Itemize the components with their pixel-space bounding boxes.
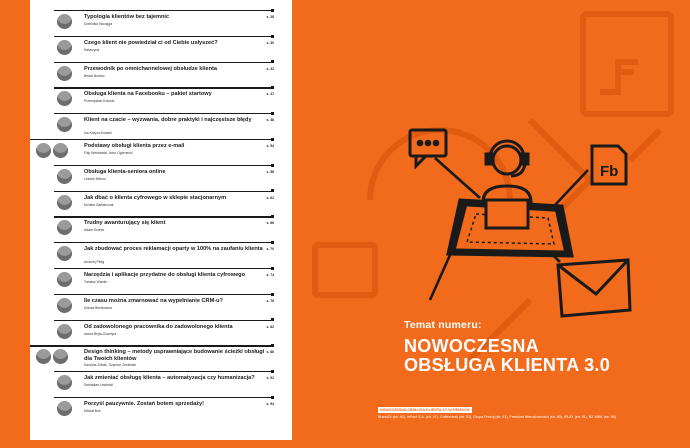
toc-entry-author: Beata Nowicz <box>84 73 105 78</box>
toc-entry[interactable] <box>30 294 292 320</box>
toc-divider <box>54 268 274 269</box>
author-photo <box>57 272 72 287</box>
toc-entry-title: Jak zmieniać obsługę klienta – automatyzacja czy humanizacja? <box>84 375 255 382</box>
author-photo <box>53 143 68 158</box>
theme-title-line-2: OBSŁUGA KLIENTA 3.0 <box>404 355 611 375</box>
toc-entry[interactable] <box>30 165 292 191</box>
table-of-contents <box>30 0 292 440</box>
toc-entry[interactable] <box>30 320 292 346</box>
toc-entry-title: Typologia klientów bez tajemnic <box>84 14 170 20</box>
theme-title <box>404 337 644 375</box>
author-photo <box>57 401 72 416</box>
toc-divider <box>54 36 274 37</box>
toc-divider <box>54 320 274 321</box>
toc-entry-page: s. 32 <box>266 66 274 71</box>
toc-entry[interactable] <box>30 87 292 113</box>
toc-entry[interactable] <box>30 113 292 139</box>
toc-divider <box>54 87 274 88</box>
author-photo <box>57 91 72 106</box>
toc-entry-author: Dominika Wocięga <box>84 22 113 26</box>
toc-entry-page: s. 78 <box>266 298 274 303</box>
author-photo <box>57 298 72 313</box>
in-issue-companies: Brand24 (str. 40), InPost S.A. (str. 47), Coffeedesk (str. 52), Grupa Pracuj (str. 61), Freedom Nieruchomości (str. 80), IPLAY (str. 91), BZ WBK (str. 99) <box>378 415 616 419</box>
toc-marker <box>271 60 274 63</box>
toc-entry-title: Jak dbać o klienta cyfrowego w sklepie stacjonarnym <box>84 194 227 201</box>
toc-entry-author: Iza Krzyca-Kowski <box>84 131 112 136</box>
tablet-icon <box>448 200 572 256</box>
toc-entry-title: Narzędzia i aplikacje przydatne do obsługi klienta cyfrowego <box>84 272 246 278</box>
theme-label: Temat numeru: <box>404 319 482 331</box>
toc-entry[interactable] <box>30 36 292 62</box>
author-photo <box>53 349 68 364</box>
toc-entry-page: s. 58 <box>266 169 274 174</box>
toc-entry-author: Iwona Bryła-Gosztyra <box>84 331 117 336</box>
toc-entry-page: s. 30 <box>266 40 274 45</box>
toc-entry-title: Obsługa klienta-seniora online <box>84 168 166 175</box>
author-photo <box>57 117 72 132</box>
toc-marker <box>271 370 274 373</box>
toc-entry-page: s. 92 <box>266 376 274 381</box>
author-photo <box>36 349 51 364</box>
toc-entry-page: s. 48 <box>266 118 274 123</box>
toc-entry-author: Andrzej Pietg <box>84 260 105 265</box>
toc-divider <box>54 113 274 114</box>
toc-marker <box>271 86 274 89</box>
envelope-icon <box>558 260 630 316</box>
toc-marker <box>271 35 274 38</box>
toc-marker <box>271 112 274 115</box>
toc-marker <box>271 138 274 141</box>
toc-divider <box>54 294 274 295</box>
toc-divider <box>54 216 274 217</box>
toc-marker <box>271 241 274 244</box>
toc-entry-author: Katarzyna <box>84 47 100 52</box>
toc-divider <box>54 397 274 398</box>
toc-divider <box>54 62 274 63</box>
toc-entry-author: Filip Wesłowski, Artur Ogórnecki <box>84 151 133 155</box>
in-issue-tag: NOWOCZESNA OBSŁUGA KLIENTA 3.0 W FIRMACH: <box>380 408 471 412</box>
toc-entry-page: s. 66 <box>266 221 274 226</box>
toc-entry-title: Porzyśl pauzywnie. Zostań botem sprzedaży! <box>84 401 204 407</box>
toc-entry-page: s. 70 <box>266 247 274 252</box>
toc-entry-title: Od zadowolonego pracownika do zadowolonego klienta <box>84 323 233 330</box>
facebook-icon <box>592 146 626 184</box>
toc-entry-title: Przewodnik po omnichannelowej obsłudze klienta <box>84 65 218 72</box>
toc-marker <box>271 344 274 347</box>
toc-divider <box>54 371 274 372</box>
toc-entry-page: s. 94 <box>266 402 274 406</box>
svg-text:Fb: Fb <box>600 163 619 180</box>
toc-entry-author: Adam Szarek <box>84 228 105 233</box>
author-photo <box>36 143 51 158</box>
toc-entry-author: Michał Bok <box>84 409 101 413</box>
toc-entry[interactable] <box>30 345 292 371</box>
toc-entry-author: Tomasz Wamkr <box>84 280 108 284</box>
toc-entry[interactable] <box>30 242 292 268</box>
toc-entry-page: s. 82 <box>266 324 274 329</box>
toc-marker <box>271 189 274 192</box>
toc-entry-title: Ile czasu można zmarnować na wypełnianie CRM-u? <box>84 297 223 304</box>
toc-entry[interactable] <box>30 371 292 397</box>
toc-marker <box>271 9 274 12</box>
toc-marker <box>271 396 274 399</box>
toc-marker <box>271 318 274 321</box>
toc-marker <box>271 293 274 296</box>
toc-entry-page: s. 47 <box>266 92 274 97</box>
toc-divider <box>54 165 274 166</box>
toc-entry-title: Czego klient nie powiedział ci od Ciebie usłyszeć? <box>84 39 218 46</box>
toc-divider <box>54 191 274 192</box>
customer-service-illustration <box>300 0 690 448</box>
toc-entry-title: Klient na czacie – wyzwania, dobre praktyki i najczęstsze błędy <box>84 117 252 124</box>
toc-entry-title: Trudny awanturujący się klient <box>84 220 166 227</box>
toc-entry-page: s. 86 <box>266 350 274 355</box>
toc-divider <box>54 242 274 243</box>
toc-entry[interactable] <box>30 397 292 423</box>
toc-entry-author: Dorota Bienkowicz <box>84 305 113 310</box>
toc-entry[interactable] <box>30 139 292 165</box>
toc-entry-title: Jak zbudować proces reklamacji oparty w 100% na zaufaniu klienta <box>84 246 263 253</box>
author-photo <box>57 40 72 55</box>
author-photo <box>57 169 72 184</box>
author-photo <box>57 375 72 390</box>
toc-entry-author: Leszek Mehon <box>84 176 107 181</box>
toc-entry-page: s. 74 <box>266 273 274 277</box>
toc-entry-page: s. 62 <box>266 195 274 200</box>
author-photo <box>57 195 72 210</box>
toc-entry[interactable] <box>30 268 292 294</box>
toc-divider <box>30 345 274 346</box>
toc-marker <box>271 215 274 218</box>
author-photo <box>57 14 72 29</box>
toc-divider <box>54 10 274 11</box>
toc-entry[interactable] <box>30 10 292 36</box>
toc-entry-page: s. 28 <box>266 15 274 19</box>
toc-entry-author: Przemysław Kokodź <box>84 99 115 104</box>
toc-entry-page: s. 54 <box>266 144 274 148</box>
toc-divider <box>30 139 274 140</box>
toc-marker <box>271 267 274 270</box>
toc-entry[interactable] <box>30 191 292 217</box>
toc-entry-title: Design thinking – metody usprawniające budowanie ścieżki obsługi dla Twoich klientów <box>84 349 265 362</box>
toc-marker <box>271 164 274 167</box>
toc-entry[interactable] <box>30 62 292 88</box>
author-photo <box>57 66 72 81</box>
toc-entry-title: Podstawy obsługi klienta przez e-mail <box>84 143 185 149</box>
toc-entry[interactable] <box>30 216 292 242</box>
toc-entry-title: Obsługa klienta na Facebooku – pakiet startowy <box>84 91 212 98</box>
theme-title-line-1: NOWOCZESNA <box>404 336 539 356</box>
toc-entry-author: Karolina Żółwik, Szymon Zwolinski <box>84 363 137 368</box>
author-photo <box>57 246 72 261</box>
author-photo <box>57 220 72 235</box>
toc-entry-author: Monika Garbarczak <box>84 202 114 207</box>
toc-entry-author: Sebastian Lewiński <box>84 383 114 388</box>
author-photo <box>57 324 72 339</box>
